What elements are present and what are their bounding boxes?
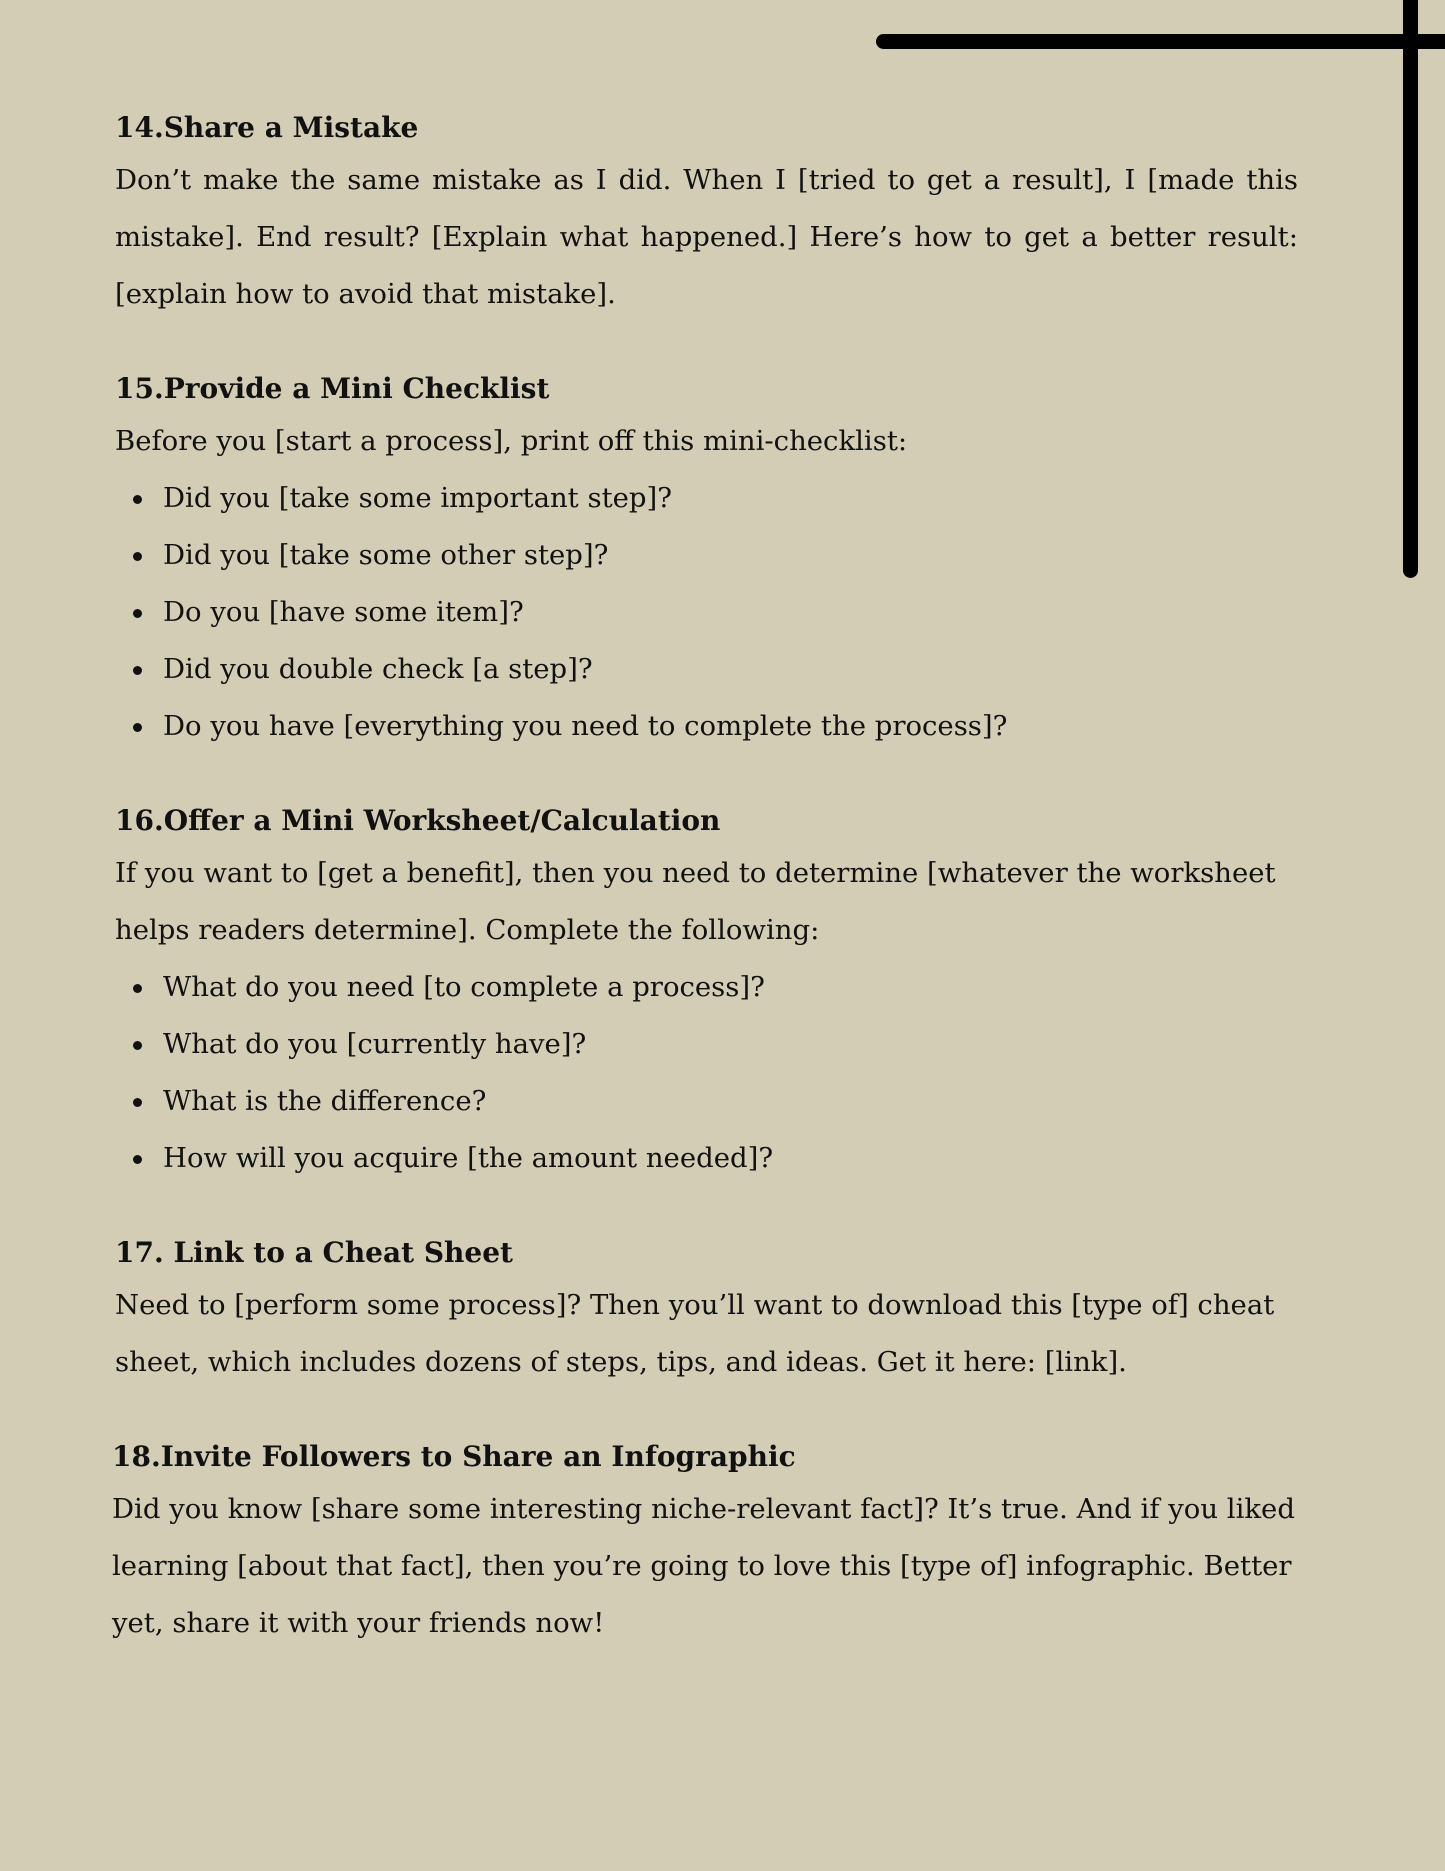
section-paragraph: Before you [start a process], print off this mini-checklist: <box>115 425 908 457</box>
list-item: What do you need [to complete a process]? <box>163 959 1298 1016</box>
corner-vertical-bar <box>1403 0 1418 578</box>
bullet-list <box>115 959 1298 1187</box>
list-item: What is the difference? <box>163 1073 1298 1130</box>
list-item: Did you [take some important step]? <box>163 470 1298 527</box>
section-infographic <box>112 1433 1298 1652</box>
bullet-list <box>115 470 1298 755</box>
section-heading: 15.Provide a Mini Checklist <box>115 372 550 405</box>
list-item: Do you have [everything you need to complete the process]? <box>163 698 1298 755</box>
section-mini-checklist <box>115 365 1298 755</box>
list-item: Did you [take some other step]? <box>163 527 1298 584</box>
section-heading: 18.Invite Followers to Share an Infographic <box>112 1440 796 1473</box>
section-mini-worksheet <box>115 797 1298 1187</box>
section-paragraph: Did you know [share some interesting niche-relevant fact]? It’s true. And if you liked learning [about that fact], then you’re going to love this [type of] infographic. Better yet, share it with your friends now! <box>112 1493 1295 1639</box>
section-heading: 17. Link to a Cheat Sheet <box>115 1236 513 1269</box>
list-item: Did you double check [a step]? <box>163 641 1298 698</box>
section-heading: 16.Offer a Mini Worksheet/Calculation <box>115 804 721 837</box>
list-item: Do you [have some item]? <box>163 584 1298 641</box>
section-heading: 14.Share a Mistake <box>115 111 419 144</box>
section-cheat-sheet <box>115 1229 1298 1391</box>
list-item: How will you acquire [the amount needed]? <box>163 1130 1298 1187</box>
section-paragraph: Don’t make the same mistake as I did. When I [tried to get a result], I [made this mistake]. End result? [Explain what happened.] Here’s how to get a better result: [explain how to avoid that mistake]. <box>115 164 1298 310</box>
section-paragraph: If you want to [get a benefit], then you need to determine [whatever the worksheet helps readers determine]. Complete the following: <box>115 857 1276 946</box>
section-share-mistake <box>115 104 1298 323</box>
section-paragraph: Need to [perform some process]? Then you’ll want to download this [type of] cheat sheet, which includes dozens of steps, tips, and ideas. Get it here: [link]. <box>115 1289 1275 1378</box>
corner-horizontal-bar <box>876 34 1445 49</box>
list-item: What do you [currently have]? <box>163 1016 1298 1073</box>
document-body <box>112 104 1298 1694</box>
